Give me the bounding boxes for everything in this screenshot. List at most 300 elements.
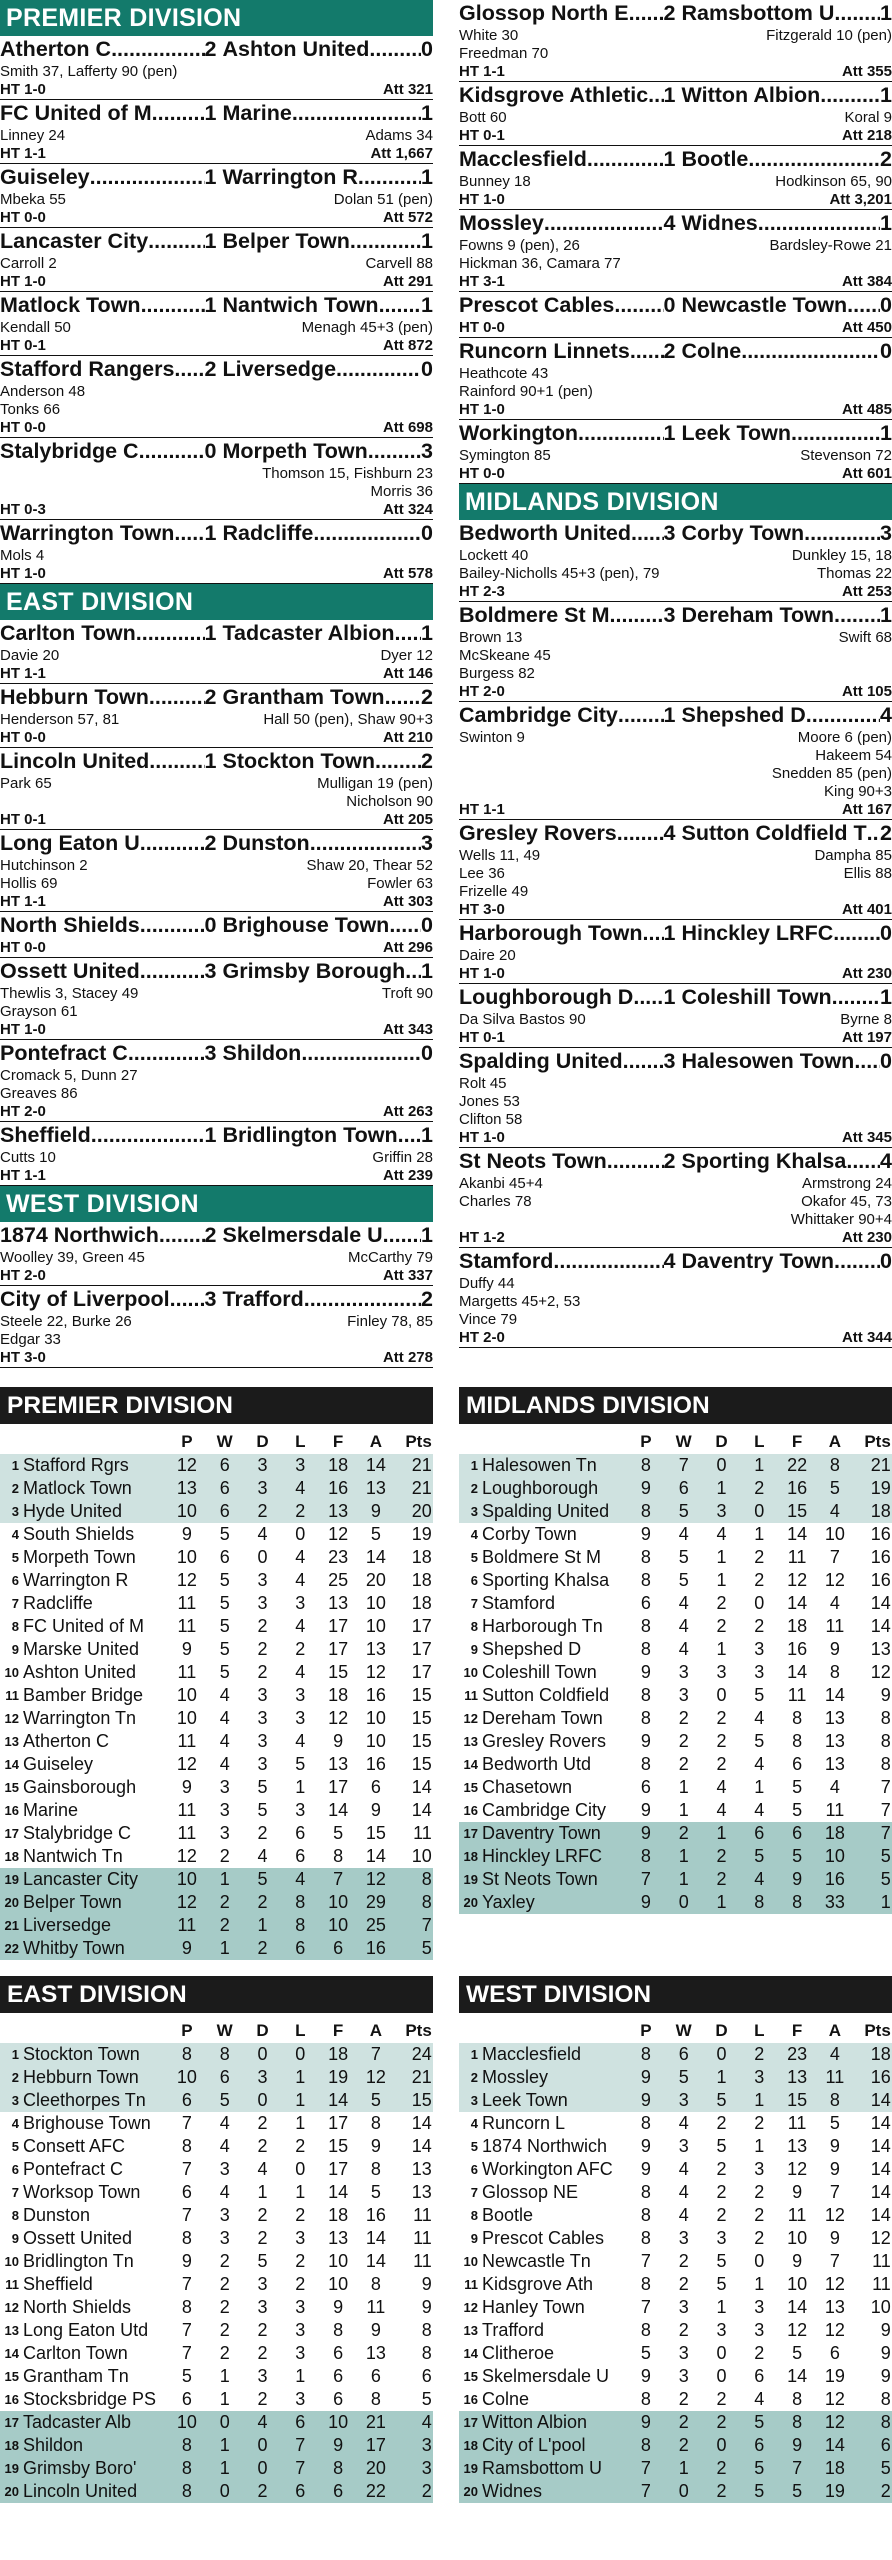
- stat-cell: 5: [219, 1593, 230, 1613]
- stat-cell: 4: [754, 1869, 765, 1889]
- column-header: P: [181, 2021, 193, 2040]
- stat-cell: 4: [219, 1731, 230, 1751]
- attendance: Att 146: [382, 665, 433, 682]
- half-time-line: [459, 401, 892, 420]
- stat-cell: 3: [295, 2320, 306, 2340]
- stat-cell: 3: [295, 2343, 306, 2363]
- column-header: P: [640, 1432, 652, 1451]
- scorers-row: [459, 1175, 892, 1193]
- away-score: 1: [880, 83, 892, 107]
- home-team-name: St Neots Town: [459, 1149, 607, 1173]
- home-scorers: Grayson 61: [0, 1003, 78, 1020]
- score-line: [459, 602, 892, 629]
- leader-dots: [140, 830, 205, 857]
- stat-cell: 2: [716, 2205, 727, 2225]
- score-line: [0, 748, 433, 775]
- stat-cell: 5: [295, 1754, 306, 1774]
- away-team-name: Grantham Town: [222, 685, 385, 709]
- stat-cell: 12: [787, 2320, 808, 2340]
- stat-cell: 9: [640, 1823, 651, 1843]
- away-scorers: [217, 401, 434, 419]
- column-header: F: [791, 2021, 803, 2040]
- stat-cell: 8: [880, 1754, 891, 1774]
- stat-cell: 2: [257, 1639, 268, 1659]
- position: 15: [463, 2369, 478, 2384]
- half-time-line: [0, 565, 433, 584]
- stat-cell: 14: [870, 2182, 891, 2202]
- away-score: 1: [421, 293, 433, 317]
- home-scorers: Cutts 10: [0, 1149, 56, 1166]
- stat-cell: 5: [829, 1478, 840, 1498]
- stat-cell: 5: [716, 2090, 727, 2110]
- stat-cell: 8: [181, 2228, 192, 2248]
- stat-cell: 0: [219, 2412, 230, 2432]
- away-scorers: Griffin 28: [372, 1149, 433, 1166]
- home-score: 1: [663, 703, 676, 727]
- stat-cell: 14: [787, 2297, 808, 2317]
- team-name: Brighouse Town: [23, 2113, 151, 2133]
- stat-cell: 2: [219, 1915, 230, 1935]
- stat-cell: 11: [177, 1823, 197, 1843]
- leader-dots: [128, 1040, 205, 1067]
- stat-cell: 6: [181, 2389, 192, 2409]
- stat-cell: 3: [257, 1455, 268, 1475]
- stat-cell: 1: [754, 2274, 765, 2294]
- score-line: [0, 620, 433, 647]
- team-name: Warrington R: [23, 1570, 129, 1590]
- home-team: [0, 438, 217, 465]
- team-name: Widnes: [482, 2481, 543, 2501]
- score-line: [459, 702, 892, 729]
- attendance: Att 321: [382, 81, 433, 98]
- stat-cell: 21: [365, 2412, 386, 2432]
- stat-cell: 1: [716, 1823, 727, 1843]
- leader-dots: [791, 420, 880, 447]
- midlands-division-table: [459, 1387, 892, 1914]
- stat-cell: 7: [333, 1869, 344, 1889]
- match-result: [0, 958, 433, 1040]
- stat-cell: 5: [678, 2067, 689, 2087]
- stat-cell: 3: [716, 1662, 727, 1682]
- leader-dots: [292, 100, 421, 127]
- table-row: [0, 2365, 433, 2388]
- scorers-row: [0, 63, 433, 81]
- stat-cell: 16: [365, 2205, 386, 2225]
- match-result: [0, 912, 433, 958]
- score-line: [459, 1048, 892, 1075]
- stat-cell: 3: [754, 2297, 765, 2317]
- score-line: [0, 1286, 433, 1313]
- away-scorers: Stevenson 72: [800, 447, 892, 464]
- away-score: 3: [421, 439, 433, 463]
- stat-cell: 9: [880, 2343, 891, 2363]
- stat-cell: 15: [787, 1501, 808, 1521]
- score-line: [0, 958, 433, 985]
- position: 17: [463, 1826, 478, 1841]
- table-row: [459, 1845, 892, 1868]
- half-time-line: [0, 501, 433, 520]
- table-row: [0, 2089, 433, 2112]
- position: 21: [4, 1918, 19, 1933]
- stat-cell: 6: [181, 2182, 192, 2202]
- position: 12: [4, 2300, 19, 2315]
- leader-dots: [833, 920, 880, 947]
- scorers-row: [0, 1085, 433, 1103]
- stat-cell: 1: [754, 1777, 765, 1797]
- table-row: [459, 2296, 892, 2319]
- scorers-row: [459, 173, 892, 191]
- home-score: 1: [663, 147, 676, 171]
- stat-cell: 9: [370, 1501, 381, 1521]
- stat-cell: 13: [824, 1754, 845, 1774]
- stat-cell: 5: [792, 2481, 803, 2501]
- stat-cell: 14: [411, 2113, 432, 2133]
- stat-cell: 8: [370, 2113, 381, 2133]
- scorers-row: [459, 865, 892, 883]
- stat-cell: 5: [829, 2113, 840, 2133]
- attendance: Att 337: [382, 1267, 433, 1284]
- away-scorers: Armstrong 24: [801, 1175, 892, 1192]
- attendance: Att 303: [382, 893, 433, 910]
- stat-cell: 0: [257, 2044, 268, 2064]
- stat-cell: 14: [365, 2228, 386, 2248]
- away-scorers: [217, 547, 434, 565]
- position: 1: [470, 2047, 478, 2062]
- position: 14: [4, 1757, 19, 1772]
- position: 19: [463, 2461, 478, 2476]
- half-time-line: [0, 419, 433, 438]
- west-division-table: [459, 1976, 892, 2503]
- stat-cell: 8: [421, 2320, 432, 2340]
- stat-cell: 4: [829, 1777, 840, 1797]
- away-score: 0: [421, 357, 433, 381]
- stat-cell: 3: [257, 1570, 268, 1590]
- stat-cell: 1: [880, 1892, 891, 1912]
- stat-cell: 8: [640, 2205, 651, 2225]
- division-header: MIDLANDS DIVISION: [459, 484, 892, 520]
- position: 16: [463, 1803, 478, 1818]
- away-team: [676, 1248, 892, 1275]
- scorers-row: [459, 45, 892, 63]
- stat-cell: 4: [295, 1731, 306, 1751]
- position: 9: [11, 1642, 19, 1657]
- match-result: [459, 292, 892, 338]
- stat-cell: 8: [333, 2458, 344, 2478]
- stat-cell: 2: [678, 1823, 689, 1843]
- stat-cell: 5: [880, 1869, 891, 1889]
- stat-cell: 10: [870, 2297, 891, 2317]
- stat-cell: 2: [219, 2320, 230, 2340]
- table-row: [459, 2043, 892, 2066]
- stat-cell: 17: [411, 1616, 432, 1636]
- match-result: [0, 228, 433, 292]
- stat-cell: 1: [219, 1938, 230, 1958]
- position: 19: [4, 1872, 19, 1887]
- stat-cell: 6: [295, 1846, 306, 1866]
- team-name: Runcorn L: [482, 2113, 566, 2133]
- away-score: 0: [880, 339, 892, 363]
- home-score: 1: [204, 101, 217, 125]
- stat-cell: 3: [678, 2136, 689, 2156]
- stat-cell: 3: [295, 2228, 306, 2248]
- away-team: [217, 356, 434, 383]
- team-name: Long Eaton Utd: [23, 2320, 149, 2340]
- stat-cell: 8: [333, 2320, 344, 2340]
- team-name: Loughborough: [482, 1478, 599, 1498]
- stat-cell: 4: [257, 1524, 268, 1544]
- stat-cell: 13: [328, 1501, 349, 1521]
- half-time-score: HT 1-0: [0, 1021, 46, 1038]
- table-row: [0, 1546, 433, 1569]
- home-team-name: Lancaster City: [0, 229, 149, 253]
- stat-cell: 13: [824, 2297, 845, 2317]
- leader-dots: [139, 438, 205, 465]
- stat-cell: 7: [370, 2044, 381, 2064]
- stat-cell: 11: [177, 1915, 197, 1935]
- scorers-row: [0, 465, 433, 483]
- stat-cell: 5: [219, 2090, 230, 2110]
- stat-cell: 10: [824, 1524, 845, 1544]
- home-scorers: Symington 85: [459, 447, 551, 464]
- away-scorers: Dampha 85: [814, 847, 892, 864]
- column-header: Pts: [864, 1432, 891, 1451]
- table-row: [459, 1661, 892, 1684]
- attendance: Att 253: [841, 583, 892, 600]
- table-row: [0, 1661, 433, 1684]
- stat-cell: 12: [824, 2274, 845, 2294]
- leader-dots: [623, 1048, 664, 1075]
- stat-cell: 0: [716, 1685, 727, 1705]
- stat-cell: 7: [640, 2251, 651, 2271]
- stat-cell: 8: [181, 2435, 192, 2455]
- stat-cell: 3: [257, 1754, 268, 1774]
- leader-dots: [90, 164, 205, 191]
- table-row: [0, 2296, 433, 2319]
- home-score: 1: [663, 83, 676, 107]
- home-team: [0, 1122, 217, 1149]
- home-team: [0, 1222, 217, 1249]
- away-team: [217, 100, 434, 127]
- home-scorers: [459, 765, 676, 783]
- team-name: Hebburn Town: [23, 2067, 139, 2087]
- team-name: Gresley Rovers: [482, 1731, 607, 1751]
- table-row: [459, 2135, 892, 2158]
- stat-cell: 8: [295, 1892, 306, 1912]
- away-team: [676, 420, 892, 447]
- position: 10: [463, 1665, 478, 1680]
- stat-cell: 10: [176, 2067, 197, 2087]
- stat-cell: 3: [295, 1593, 306, 1613]
- home-scorers: Lee 36: [459, 865, 505, 882]
- leader-dots: [140, 912, 205, 939]
- stat-cell: 15: [411, 1731, 432, 1751]
- scorers-row: [459, 383, 892, 401]
- position: 20: [463, 1895, 478, 1910]
- stat-cell: 13: [328, 1754, 349, 1774]
- table-row: [0, 2135, 433, 2158]
- stat-cell: 2: [716, 2389, 727, 2409]
- home-scorers: Mbeka 55: [0, 191, 66, 208]
- stat-cell: 4: [295, 1662, 306, 1682]
- table-row: [0, 2480, 433, 2503]
- leader-dots: [310, 830, 421, 857]
- away-team: [676, 702, 892, 729]
- leader-dots: [369, 36, 421, 63]
- table-row: [0, 1615, 433, 1638]
- stat-cell: 2: [257, 2320, 268, 2340]
- position: 1: [11, 1458, 19, 1473]
- half-time-score: HT 1-1: [0, 893, 46, 910]
- table-row: [459, 1891, 892, 1914]
- stat-cell: 5: [219, 1524, 230, 1544]
- team-name: Bamber Bridge: [23, 1685, 144, 1705]
- position: 18: [4, 2438, 19, 2453]
- stat-cell: 5: [219, 1570, 230, 1590]
- team-name: Ashton United: [23, 1662, 137, 1682]
- stat-cell: 1: [295, 1777, 306, 1797]
- team-name: Prescot Cables: [482, 2228, 605, 2248]
- scorers-row: [459, 783, 892, 801]
- stat-cell: 10: [176, 1869, 197, 1889]
- stat-cell: 14: [411, 1777, 432, 1797]
- home-team: [459, 702, 676, 729]
- stat-cell: 4: [421, 2412, 432, 2432]
- stat-cell: 5: [219, 1616, 230, 1636]
- attendance: Att 601: [841, 465, 892, 482]
- home-scorers: White 30: [459, 27, 519, 44]
- half-time-score: HT 0-1: [459, 1029, 505, 1046]
- table-row: [459, 2342, 892, 2365]
- stat-cell: 25: [365, 1915, 386, 1935]
- stat-cell: 2: [219, 2343, 230, 2363]
- stat-cell: 8: [792, 2412, 803, 2432]
- stat-cell: 11: [413, 2205, 432, 2225]
- column-header: F: [791, 1432, 803, 1451]
- stat-cell: 3: [257, 1731, 268, 1751]
- half-time-score: HT 3-0: [459, 901, 505, 918]
- home-scorers: Margetts 45+2, 53: [459, 1293, 581, 1310]
- team-name: Glossop NE: [482, 2182, 579, 2202]
- table-row: [0, 1477, 433, 1500]
- stat-cell: 16: [870, 2067, 891, 2087]
- leader-dots: [389, 912, 421, 939]
- team-name: Stockton Town: [23, 2044, 140, 2064]
- stat-cell: 15: [411, 2090, 432, 2110]
- home-team: [0, 36, 217, 63]
- stat-cell: 2: [257, 1662, 268, 1682]
- half-time-score: HT 2-0: [0, 1267, 46, 1284]
- half-time-line: [0, 1167, 433, 1186]
- half-time-score: HT 2-3: [459, 583, 505, 600]
- score-line: [459, 984, 892, 1011]
- home-team: [0, 292, 217, 319]
- leader-dots: [358, 164, 421, 191]
- stat-cell: 12: [824, 1570, 845, 1590]
- scorers-row: [459, 237, 892, 255]
- leader-dots: [832, 984, 880, 1011]
- stat-cell: 8: [181, 2136, 192, 2156]
- stat-cell: 2: [716, 2113, 727, 2133]
- position: 2: [470, 2070, 478, 2085]
- table-row: [459, 1454, 892, 1477]
- position: 11: [464, 1688, 478, 1703]
- match-result: [0, 830, 433, 912]
- scorers-row: [459, 647, 892, 665]
- stat-cell: 7: [829, 2251, 840, 2271]
- stat-cell: 12: [365, 1869, 386, 1889]
- stat-cell: 14: [870, 1593, 891, 1613]
- half-time-line: [0, 811, 433, 830]
- home-scorers: Duffy 44: [459, 1275, 515, 1292]
- column-header: F: [332, 1432, 344, 1451]
- table-row: [0, 1684, 433, 1707]
- stat-cell: 1: [716, 1478, 727, 1498]
- away-team: [676, 920, 892, 947]
- home-scorers: Henderson 57, 81: [0, 711, 120, 728]
- stat-cell: 1: [716, 2067, 727, 2087]
- scorers-row: [459, 1293, 892, 1311]
- stat-cell: 3: [754, 2067, 765, 2087]
- scorers-row: [459, 447, 892, 465]
- home-team: [459, 820, 676, 847]
- column-header: L: [295, 2021, 306, 2040]
- stat-cell: 2: [295, 2251, 306, 2271]
- half-time-line: [0, 337, 433, 356]
- home-team: [459, 984, 676, 1011]
- leader-dots: [820, 82, 880, 109]
- stat-cell: 10: [328, 2412, 349, 2432]
- stat-cell: 20: [365, 1570, 386, 1590]
- leader-dots: [141, 292, 205, 319]
- leader-dots: [398, 1122, 421, 1149]
- attendance: Att 278: [382, 1349, 433, 1366]
- home-team: [0, 164, 217, 191]
- away-scorers: Adams 34: [365, 127, 433, 144]
- team-name: Trafford: [482, 2320, 545, 2340]
- match-result: [459, 338, 892, 420]
- home-scorers: Mols 4: [0, 547, 45, 564]
- away-scorers: [676, 45, 892, 63]
- stat-cell: 2: [754, 2113, 765, 2133]
- stat-cell: 5: [640, 2343, 651, 2363]
- table-row: [459, 2365, 892, 2388]
- home-scorers: Akanbi 45+4: [459, 1175, 543, 1192]
- team-name: Consett AFC: [23, 2136, 126, 2156]
- half-time-line: [459, 63, 892, 82]
- score-line: [459, 0, 892, 27]
- position: 10: [4, 1665, 19, 1680]
- east-division-table: [0, 1976, 433, 2503]
- scorers-row: [459, 1193, 892, 1211]
- half-time-line: [0, 1349, 433, 1368]
- away-score: 1: [421, 1223, 433, 1247]
- position: 9: [470, 1642, 478, 1657]
- stat-cell: 10: [365, 1731, 386, 1751]
- home-team: [459, 146, 676, 173]
- home-score: 2: [204, 1223, 217, 1247]
- stat-cell: 9: [640, 1662, 651, 1682]
- away-scorers: Menagh 45+3 (pen): [301, 319, 433, 336]
- stat-cell: 8: [421, 1892, 432, 1912]
- position: 15: [463, 1780, 478, 1795]
- leader-dots: [379, 292, 421, 319]
- stat-cell: 8: [333, 1846, 344, 1866]
- home-team: [459, 520, 676, 547]
- stat-cell: 4: [754, 1754, 765, 1774]
- stat-cell: 7: [829, 2182, 840, 2202]
- away-team-name: Colne: [681, 339, 742, 363]
- away-scorers: [217, 63, 434, 81]
